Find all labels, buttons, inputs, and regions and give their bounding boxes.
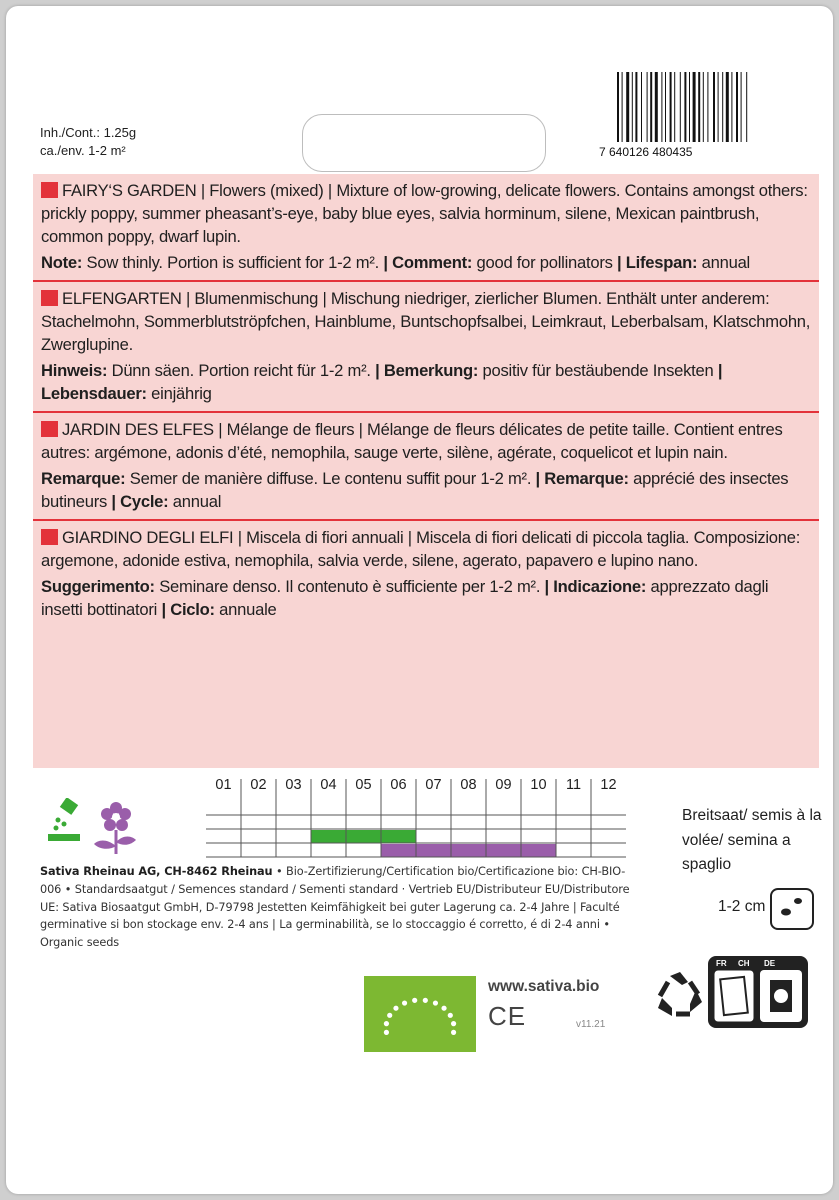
note-label: Suggerimento: (41, 577, 155, 596)
month-label: 03 (285, 777, 302, 793)
section-notes (41, 467, 811, 513)
flowering-period-bar (381, 844, 556, 857)
growing-calendar (206, 777, 636, 863)
company-name: Sativa Rheinau AG, CH-8462 Rheinau (40, 865, 273, 878)
version-label: v11.21 (576, 1019, 606, 1030)
section-description (41, 418, 811, 464)
packet-window (302, 114, 546, 172)
description-section (33, 521, 819, 627)
lifespan-text: einjährig (146, 384, 212, 403)
sowing-method: Breitsaat/ semis à la volée/ semina a spaglio (682, 807, 822, 873)
section-notes (41, 359, 811, 405)
note-label: Remarque: (41, 469, 126, 488)
comment-text: apprezzato dagli insetti bottinatori (41, 577, 769, 619)
comment-text: apprécié des insectes butineurs (41, 469, 789, 511)
month-label: 02 (250, 777, 267, 793)
month-label: 01 (215, 777, 232, 793)
country-ch: CH (738, 959, 750, 968)
lifespan-text: annual (168, 492, 222, 511)
content-info (40, 124, 136, 160)
month-label: 08 (460, 777, 477, 793)
note-text: Seminare denso. Il contenuto è sufficiente per 1-2 m². (154, 577, 545, 596)
website-link[interactable]: www.sativa.bio (488, 978, 600, 995)
lifespan-label: | Cycle: (111, 492, 169, 511)
seed-depth-icon (770, 888, 814, 930)
red-square-icon (41, 182, 58, 198)
disposal-guide (708, 956, 808, 1028)
fine-print-text: • Bio-Zertifizierung/Certification bio/Certificazione bio: CH-BIO-006 • Standardsaatgut / Semences standard / Sementi standard · Vertrieb EU/Distributeur EU/Distributore UE: Sativa Biosaatgut GmbH, D-79798 Jestetten Keimfähigkeit bei guter Lagerung ca. 2-4 Jahre | Faculté germinative si bon stockage env. 2-4 ans | La germinabilità, se lo stoccaggio é corretto, é di 2-4 anni • Organic seeds (40, 865, 630, 950)
coverage-area: ca./env. 1-2 m² (40, 143, 126, 158)
comment-text: positiv für bestäubende Insekten (478, 361, 718, 380)
country-de: DE (764, 959, 776, 968)
flowering-icon (90, 800, 140, 856)
eu-organic-logo (364, 976, 476, 1052)
month-label: 06 (390, 777, 407, 793)
lifespan-text: annuale (214, 600, 277, 619)
lifespan-text: annual (697, 253, 750, 272)
section-notes (41, 575, 811, 621)
recycling-icon (654, 968, 706, 1020)
description-section (33, 174, 819, 282)
lifespan-label: | Ciclo: (161, 600, 215, 619)
note-label: Note: (41, 253, 83, 272)
sowing-period-bar (311, 830, 416, 843)
month-label: 04 (320, 777, 337, 793)
barcode-number: 7 640126 480435 (599, 145, 693, 159)
note-text: Sow thinly. Portion is sufficient for 1-2 m². (82, 253, 384, 272)
barcode (599, 72, 777, 160)
lifespan-label: | Lifespan: (617, 253, 698, 272)
note-text: Dünn säen. Portion reicht für 1-2 m². (107, 361, 376, 380)
month-label: 05 (355, 777, 372, 793)
lifespan-label: | Lebensdauer: (41, 361, 723, 403)
red-square-icon (41, 290, 58, 306)
section-name: ELFENGARTEN | Blumenmischung | Mischung niedriger, zierlicher Blumen. Enthält unter anderem: Stachelmohn, Sommerblutströpfchen, Hainblume, Buntschopfsalbei, Leimkraut, Leberbalsam, Klatschmohn, Zwerglupine. (41, 289, 811, 354)
red-square-icon (41, 421, 58, 437)
comment-label: | Remarque: (535, 469, 629, 488)
calendar-grid (206, 777, 636, 863)
note-label: Hinweis: (41, 361, 108, 380)
month-label: 07 (425, 777, 442, 793)
content-weight: Inh./Cont.: 1.25g (40, 125, 137, 140)
sowing-icon (44, 798, 84, 848)
month-label: 10 (530, 777, 547, 793)
sowing-depth: 1-2 cm (718, 898, 766, 915)
legal-fine-print (40, 863, 640, 952)
month-label: 09 (495, 777, 512, 793)
comment-text: good for pollinators (472, 253, 618, 272)
section-name: FAIRY‘S GARDEN | Flowers (mixed) | Mixture of low-growing, delicate flowers. Contains amongst others: prickly poppy, summer pheasant’s-eye, baby blue eyes, salvia horminum, silene, Mexican paintbrush, common poppy, dwarf lupin. (41, 181, 808, 246)
section-description (41, 526, 811, 572)
section-description (41, 179, 811, 248)
note-text: Semer de manière diffuse. Le contenu suffit pour 1-2 m². (125, 469, 536, 488)
red-square-icon (41, 529, 58, 545)
ce-mark: CE (488, 1001, 527, 1031)
month-label: 12 (600, 777, 617, 793)
country-fr: FR (716, 959, 727, 968)
comment-label: | Bemerkung: (375, 361, 479, 380)
description-section (33, 413, 819, 521)
month-label: 11 (565, 777, 582, 793)
section-description (41, 287, 811, 356)
comment-label: | Comment: (383, 253, 473, 272)
section-notes (41, 251, 811, 274)
section-name: GIARDINO DEGLI ELFI | Miscela di fiori annuali | Miscela di fiori delicati di piccola taglia. Composizione: argemone, adonide estiva, nemophila, salvia verde, silene, agerato, papavero e lupino nano. (41, 528, 801, 570)
seed-packet-back (6, 6, 833, 1194)
comment-label: | Indicazione: (544, 577, 647, 596)
description-section (33, 282, 819, 413)
description-panel (33, 174, 819, 768)
section-name: JARDIN DES ELFES | Mélange de fleurs | Mélange de fleurs délicates de petite taille. Contient entres autres: argémone, adonis d’été, nemophila, sauge verte, silène, agérate, coquelicot et lupin nain. (41, 420, 783, 462)
